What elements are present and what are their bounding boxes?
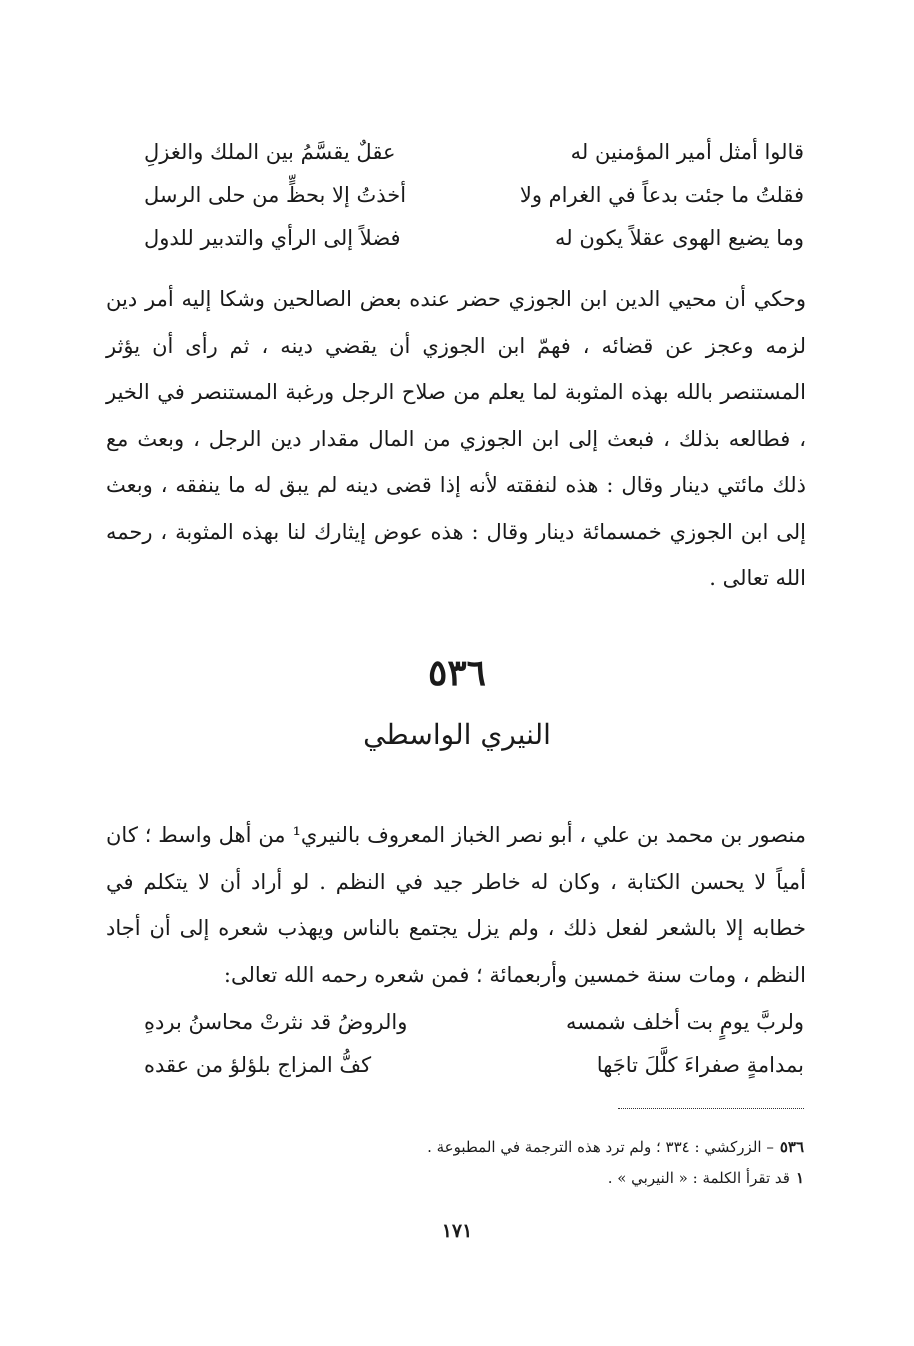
verse-line: [144, 1043, 804, 1086]
footnote-number: ٥٣٦: [779, 1138, 804, 1156]
entry-title: النيري الواسطي: [363, 718, 551, 751]
verse-line: [144, 130, 804, 173]
footnote: [104, 1132, 804, 1163]
footnote-text: – الزركشي : ٣٣٤ ؛ ولم ترد هذه الترجمة في المطبوعة .: [427, 1138, 774, 1156]
verse-second-hemistich: فضلاً إلى الرأي والتدبير للدول: [144, 225, 401, 250]
page-number: ١٧١: [441, 1220, 473, 1242]
verse-line: [144, 216, 804, 259]
footnote: [104, 1163, 804, 1194]
paragraph-text: وحكي أن محيي الدين ابن الجوزي حضر عنده بعض الصالحين وشكا إليه أمر دين لزمه وعجز عن قضائه ، فهمّ ابن الجوزي أن يقضي دينه ، ثم رأى أن يؤثر المستنصر بالله بهذه المثوبة لما يعلم من صلاح الرجل ورغبة المستنصر في الخير ، فطالعه بذلك ، فبعث إلى ابن الجوزي من المال مقدار دين الرجل ، وبعث مع ذلك مائتي دينار وقال : هذه لنفقته لأنه إذا قضى دينه لم يبق له ما ينفقه ، وبعث إلى ابن الجوزي خمسمائة دينار وقال : هذه عوض إيثارك لنا بهذه المثوبة ، رحمه الله تعالى .: [106, 287, 806, 590]
verses-bottom: [144, 1000, 804, 1086]
verse-first-hemistich: قالوا أمثل أمير المؤمنين له: [570, 139, 804, 164]
footnote-number: ١: [795, 1169, 804, 1187]
verse-second-hemistich: أخذتُ إلا بحظٍّ من حلى الرسل: [144, 182, 407, 207]
verse-second-hemistich: كفُّ المزاج بلؤلؤ من عقده: [144, 1052, 372, 1077]
verse-second-hemistich: والروضُ قد نثرتْ محاسنُ بردهِ: [144, 1009, 408, 1034]
verse-line: [144, 173, 804, 216]
footnote-text: قد تقرأ الكلمة : « النيربي » .: [607, 1169, 790, 1187]
verse-second-hemistich: عقلٌ يقسَّمُ بين الملك والغزلِ: [144, 139, 396, 164]
verse-first-hemistich: ولربَّ يومٍ بت أخلف شمسه: [566, 1009, 804, 1034]
verse-first-hemistich: وما يضيع الهوى عقلاً يكون له: [555, 225, 804, 250]
verse-first-hemistich: فقلتُ ما جئت بدعاً في الغرام ولا: [519, 182, 804, 207]
verses-top: [144, 130, 804, 259]
footnote-divider: [618, 1108, 804, 1109]
anecdote-paragraph: [106, 276, 806, 602]
verse-line: [144, 1000, 804, 1043]
entry-number: ٥٣٦: [427, 652, 486, 694]
verse-first-hemistich: بمدامةٍ صفراءَ كلَّلَ تاجَها: [596, 1052, 804, 1077]
biography-paragraph: [106, 812, 806, 998]
paragraph-text: منصور بن محمد بن علي ، أبو نصر الخباز المعروف بالنيري¹ من أهل واسط ؛ كان أمياً لا يحسن الكتابة ، وكان له خاطر جيد في النظم . لو أراد أن لا يتكلم في خطابه إلا بالشعر لفعل ذلك ، ولم يزل يجتمع بالناس ويهذب شعره إلى أن أجاد النظم ، ومات سنة خمسين وأربعمائة ؛ فمن شعره رحمه الله تعالى:: [106, 823, 806, 987]
footnotes: [104, 1132, 804, 1194]
